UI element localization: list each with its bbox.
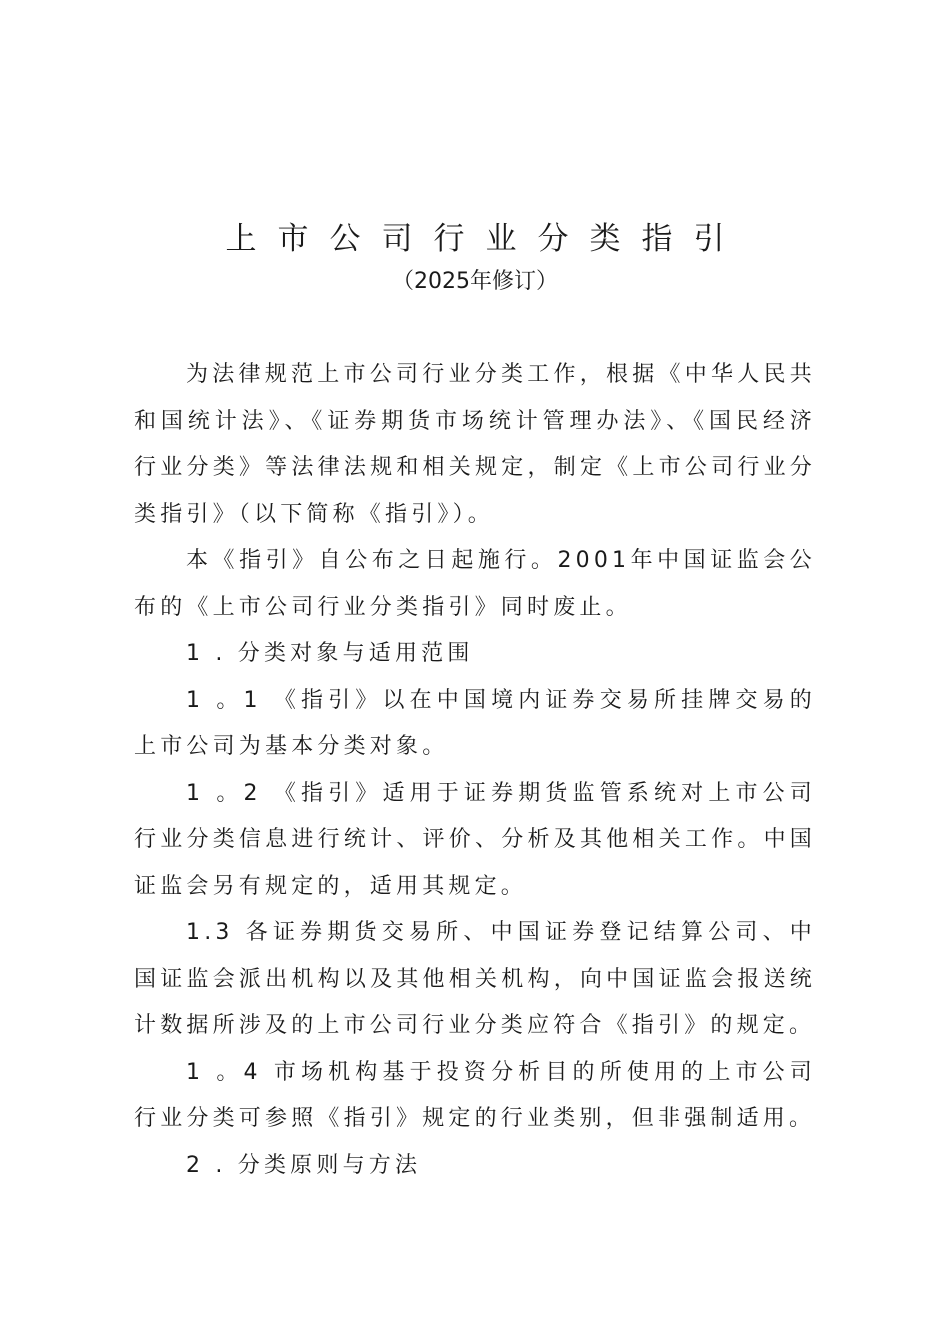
paragraph-effective-date: 本《指引》自公布之日起施行。2001年中国证监会公布的《上市公司行业分类指引》同时废止。	[134, 548, 816, 620]
section-heading-1: 1 . 分类对象与适用范围	[186, 641, 474, 666]
document-subtitle: （2025年修订）	[392, 269, 558, 294]
document-body	[134, 352, 816, 1189]
section-heading-2: 2 . 分类原则与方法	[186, 1152, 422, 1178]
clause-1-1: 1 。1 《指引》以在中国境内证券交易所挂牌交易的上市公司为基本分类对象。	[134, 687, 816, 759]
clause-1-3: 1.3 各证券期货交易所、中国证券登记结算公司、中国证监会派出机构以及其他相关机构，向中国证监会报送统计数据所涉及的上市公司行业分类应符合《指引》的规定。	[134, 920, 816, 1038]
clause-1-2: 1 。2 《指引》适用于证券期货监管系统对上市公司行业分类信息进行统计、评价、分析及其他相关工作。中国证监会另有规定的，适用其规定。	[134, 780, 816, 899]
paragraph-preamble: 为法律规范上市公司行业分类工作，根据《中华人民共和国统计法》、《证券期货市场统计管理办法》、《国民经济行业分类》等法律法规和相关规定，制定《上市公司行业分类指引》（以下简称《指引》）。	[134, 362, 816, 527]
clause-1-4: 1 。4 市场机构基于投资分析目的所使用的上市公司行业分类可参照《指引》规定的行业类别，但非强制适用。	[134, 1059, 816, 1131]
document-title: 上市公司行业分类指引	[225, 221, 746, 257]
